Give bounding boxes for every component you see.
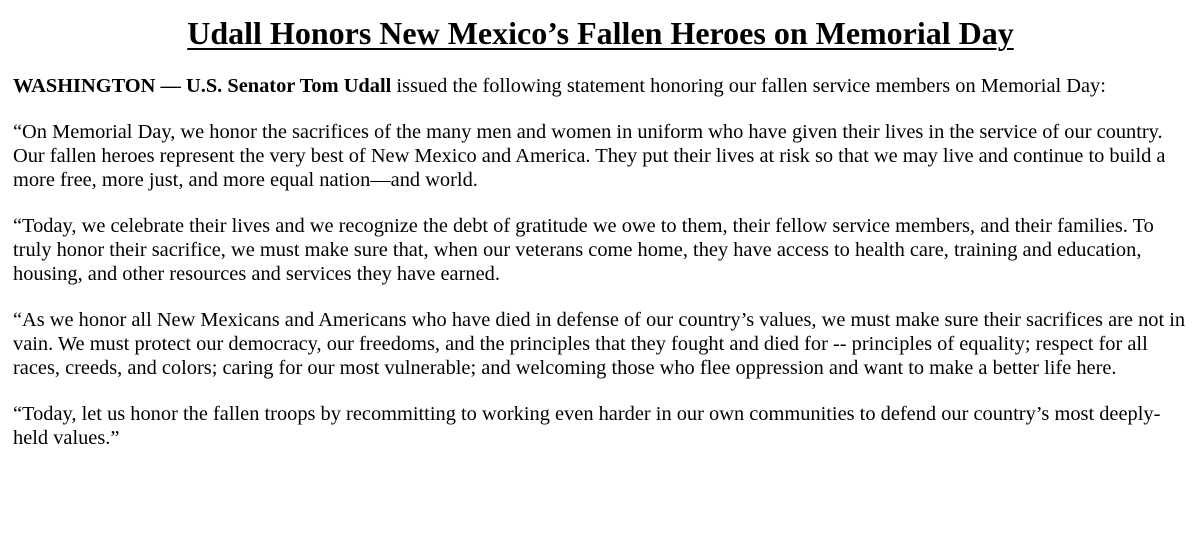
speaker-name: U.S. Senator Tom Udall — [186, 75, 392, 97]
statement-paragraph-3: “As we honor all New Mexicans and Americans who have died in defense of our country’s values, we must make sure their sacrifices are not in vain. We must protect our democracy, our freedoms, and the principles that they fought and died for -- principles of equality; respect for all races, creeds, and colors; caring for our most vulnerable; and welcoming those who flee oppression and want to make a better life here. — [13, 309, 1186, 379]
intro-text: issued the following statement honoring our fallen service members on Memorial Day: — [391, 75, 1106, 97]
statement-paragraph-1: “On Memorial Day, we honor the sacrifices of the many men and women in uniform who have given their lives in the service of our country. Our fallen heroes represent the very best of New Mexico and America. They put their lives at risk so that we may live and continue to build a more free, more just, and more equal nation—and world. — [13, 121, 1166, 191]
dateline: WASHINGTON — — [13, 75, 181, 97]
statement-paragraph-4: “Today, let us honor the fallen troops by recommitting to working even harder in our own communities to defend our country’s most deeply-held values.” — [13, 403, 1161, 449]
statement-paragraph-2: “Today, we celebrate their lives and we recognize the debt of gratitude we owe to them, their fellow service members, and their families. To truly honor their sacrifice, we must make sure that, when our veterans come home, they have access to health care, training and education, housing, and other resources and services they have earned. — [13, 215, 1154, 285]
intro-paragraph — [13, 74, 1188, 98]
document-title: Udall Honors New Mexico’s Fallen Heroes on Memorial Day — [187, 15, 1014, 51]
